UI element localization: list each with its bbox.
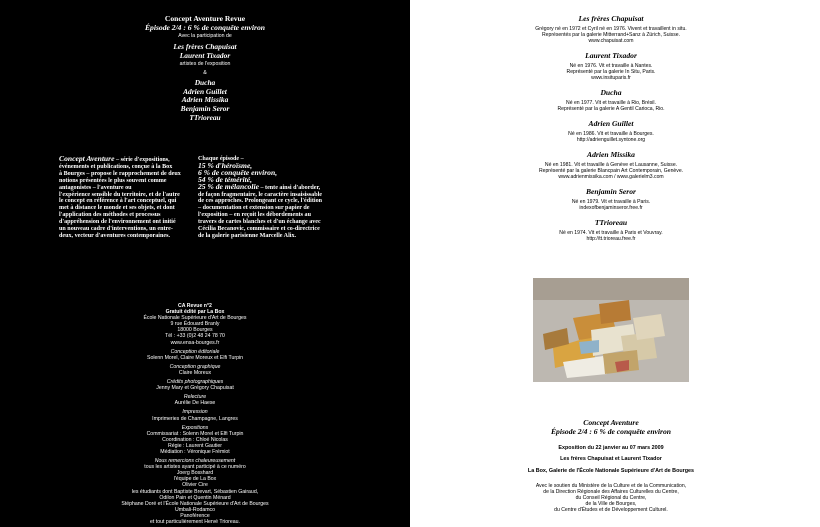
colophon-line: tous les artistes ayant participé à ce numéro [144, 464, 246, 471]
bio-artist-name: Adrien Missika [587, 150, 635, 159]
bio-line: indexofbenjaminseror.free.fr [579, 205, 643, 211]
intro-line: – série d'expositions, [116, 157, 170, 163]
artist-name: Benjamin Seror [180, 103, 230, 113]
colophon-line: Stéphane Doré et l'École Nationale Supérieure d'Art de Bourges [121, 500, 269, 507]
intro-line: antagonistes – l'aventure ou [59, 184, 132, 191]
intro-line: travers de cartes blanches et d'un échange avec [198, 219, 321, 226]
colophon-line: CA Revue n°2 [178, 303, 212, 309]
colophon-line: Joerg Bosshard [176, 470, 214, 477]
colophon-line: 9 rue Édouard Branly [170, 321, 220, 328]
title-block [0, 14, 410, 122]
artist-bio [410, 14, 812, 44]
intro-line: de façon fragmentaire, le caractère insaisissable [198, 191, 322, 198]
exhibition-photo [533, 278, 689, 382]
exhibition-dates: Exposition du 22 janvier au 07 mars 2009 [558, 445, 664, 451]
colophon [0, 303, 390, 525]
intro-line: – documentation et extension sur papier de [198, 205, 310, 212]
colophon-line: Umbali-Rodamco [174, 506, 216, 513]
intro-line: – tente ainsi d'aborder, [260, 184, 321, 191]
bio-line: Né en 1981. Vit et travaille à Genève et Lausanne, Suisse. [544, 162, 678, 168]
colophon-line: Conception graphique [169, 363, 221, 370]
artist-name: TTrioreau [189, 112, 221, 122]
colophon-line: www.ensa-bourges.fr [170, 339, 220, 346]
intro-line: un nouveau cadre d'interventions, un entre- [59, 226, 173, 233]
artist-name: Ducha [194, 78, 216, 88]
colophon-line: Tél : +33 (0)2 48 24 78 70 [165, 333, 225, 340]
main-artist: Laurent Tixador [179, 50, 231, 60]
bio-line: Né en 1974. Vit et travaille à Paris et Vouvray. [559, 230, 663, 236]
bio-line: Représenté par la galerie Blancpain Art Contemporain, Genève. [538, 168, 684, 174]
bio-line: www.chapuisat.com [588, 38, 634, 44]
artist-bio [410, 88, 812, 112]
artist-bios [410, 14, 812, 249]
bio-artist-name: Adrien Guillet [588, 119, 634, 128]
colophon-line: Aurélie De Haese [174, 400, 216, 407]
colophon-line: Olivier Cire [182, 482, 208, 489]
intro-line: l'expérience sensible du territoire, et de l'autre [59, 191, 180, 198]
artist-bio [410, 51, 812, 81]
colophon-line: Panoférence [180, 512, 210, 519]
main-artist: Les frères Chapuisat [173, 42, 237, 51]
participation-label: Avec la participation de [178, 33, 232, 39]
artist-bio [410, 119, 812, 143]
support-line: du Conseil Régional du Centre, [575, 495, 647, 502]
colophon-line: Gratuit édité par La Box [165, 309, 225, 316]
colophon-line: 18000 Bourges [177, 327, 213, 334]
colophon-line: Claire Moreux [178, 369, 212, 376]
episode-percentage: 54 % de témérité, [198, 174, 252, 184]
support-line: de la Direction Régionale des Affaires Culturelles du Centre, [543, 489, 679, 496]
colophon-line: Relecture [183, 394, 207, 401]
colophon-line: l'équipe de La Box [173, 476, 217, 483]
artist-bio [410, 150, 812, 180]
exhibition-artists: Les frères Chapuisat et Laurent Tixador [560, 456, 662, 463]
colophon-line: Jenny Mary et Grégory Chapuisat [156, 385, 234, 392]
intro-line: de la galerie parisienne Marcelle Alix. [198, 232, 297, 239]
intro-line: deux, vecteur d'aventures contemporaines. [59, 232, 170, 239]
revue-subtitle: Épisode 2/4 : 6 % de conquête environ [144, 23, 265, 32]
colophon-line: les étudiants dont Baptiste Brevart, Sébastien Gairaud, [131, 488, 259, 495]
intro-line: à Bourges – propose le rapprochement de deux [59, 170, 181, 177]
colophon-line: Odilon Pain et Quentin Ménard [159, 494, 231, 501]
bio-line: Né en 1979. Vit et travaille à Paris. [571, 199, 651, 205]
bio-line: www.insituparis.fr [591, 75, 631, 81]
bio-line: www.adrienmissika.com / www.galerielm3.com [558, 174, 664, 180]
colophon-line: Crédits photographiques [166, 379, 224, 386]
exhibition-subtitle: Épisode 2/4 : 6 % de conquête environ [550, 427, 671, 436]
intro-line: d'appréhension de l'environnement ont initié [59, 219, 176, 226]
episode-percentage: 25 % de mélancolie [198, 181, 259, 191]
intro-line: met à distance le monde et ses objets, et dont [59, 205, 175, 212]
bio-line: Représentés par la galerie Mitterrand+Sanz à Zürich, Suisse. [541, 32, 681, 38]
intro-lead: Concept Aventure [59, 154, 115, 163]
right-page [410, 0, 820, 527]
episode-percentage: 6 % de conquête environ, [198, 167, 278, 177]
support-line: de la Ville de Bourges, [585, 501, 637, 508]
support-line: Avec le soutien du Ministère de la Culture et de la Communication, [535, 483, 687, 490]
intro-line: de ces approches. Prolongeant ce cycle, l'édition [198, 198, 323, 205]
artist-name: Adrien Guillet [183, 86, 227, 96]
bio-artist-name: Laurent Tixador [585, 51, 637, 60]
episode-lead: Chaque épisode – [198, 156, 244, 162]
colophon-line: Coordination : Chloé Nicolas [162, 436, 228, 443]
colophon-line: Régie : Laurent Gautier [168, 442, 222, 449]
colophon-line: Nous remercions chaleureusement [154, 458, 236, 465]
bio-line: Représenté par la galerie In Situ, Paris. [566, 69, 656, 75]
bio-artist-name: Ducha [600, 88, 622, 97]
revue-title: Concept Aventure Revue [164, 14, 246, 23]
bio-artist-name: TTrioreau [594, 218, 628, 227]
artist-name: Adrien Missika [181, 95, 229, 105]
artist-bio [410, 218, 812, 242]
intro-line: le concept en référence à l'art conceptuel, qui [59, 198, 177, 205]
bio-artist-name: Les frères Chapuisat [578, 14, 644, 23]
intro-line: l'application des méthodes et processus [59, 212, 161, 219]
colophon-line: Solenn Morel, Claire Moreux et Elfi Turpin [146, 354, 243, 361]
colophon-line: Commissariat : Solenn Morel et Elfi Turpin [146, 430, 244, 437]
artist-bio [410, 187, 812, 211]
bio-line: Représenté par la galerie A Gentil Carioca, Rio. [557, 106, 665, 112]
support-credits [410, 483, 812, 513]
bio-line: Né en 1976. Vit et travaille à Nantes. [569, 63, 653, 69]
ampersand: & [203, 70, 207, 77]
colophon-line: et tout particulièrement Hervé Trioreau. [150, 519, 240, 525]
bio-line: http://adrienguillet.syntone.org [576, 137, 646, 143]
intro-column-1 [59, 156, 199, 240]
colophon-line: Impression [182, 409, 208, 416]
support-line: du Centre d'Études et de Développement Culturel. [554, 507, 668, 514]
exhibition-venue: La Box, Galerie de l'École Nationale Supérieure d'Art de Bourges [527, 467, 695, 474]
colophon-line: Médiation : Véronique Frémiot [160, 448, 230, 455]
expo-artists-label: artistes de l'exposition [179, 61, 231, 68]
intro-line: notions présentées le plus souvent comme [59, 177, 167, 184]
bio-line: Né en 1986. Vit et travaille à Bourges. [568, 131, 654, 137]
colophon-line: Expositions [181, 424, 209, 431]
exhibition-title: Concept Aventure [583, 418, 639, 427]
intro-column-2 [198, 156, 348, 240]
episode-percentage: 15 % d'héroïsme, [198, 160, 253, 170]
colophon-line: Imprimeries de Champagne, Langres [152, 415, 238, 422]
intro-line: l'exposition – en reçoit les débordements au [198, 212, 311, 219]
intro-line: événements et publications, conçue à la Box [59, 163, 173, 170]
bio-artist-name: Benjamin Seror [585, 187, 636, 196]
bio-line: Grégory né en 1972 et Cyril né en 1976. Vivent et travaillent in situ. [535, 26, 687, 32]
bio-line: http://tt.trioreau.free.fr [586, 236, 636, 242]
colophon-line: Conception éditoriale [170, 348, 220, 355]
bio-line: Né en 1977. Vit et travaille à Rio, Brésil. [566, 100, 656, 106]
exhibition-info [410, 418, 812, 513]
intro-line: Cécilia Becanovic, commissaire et co-directrice [198, 226, 320, 233]
colophon-line: École Nationale Supérieure d'Art de Bourges [143, 315, 247, 322]
